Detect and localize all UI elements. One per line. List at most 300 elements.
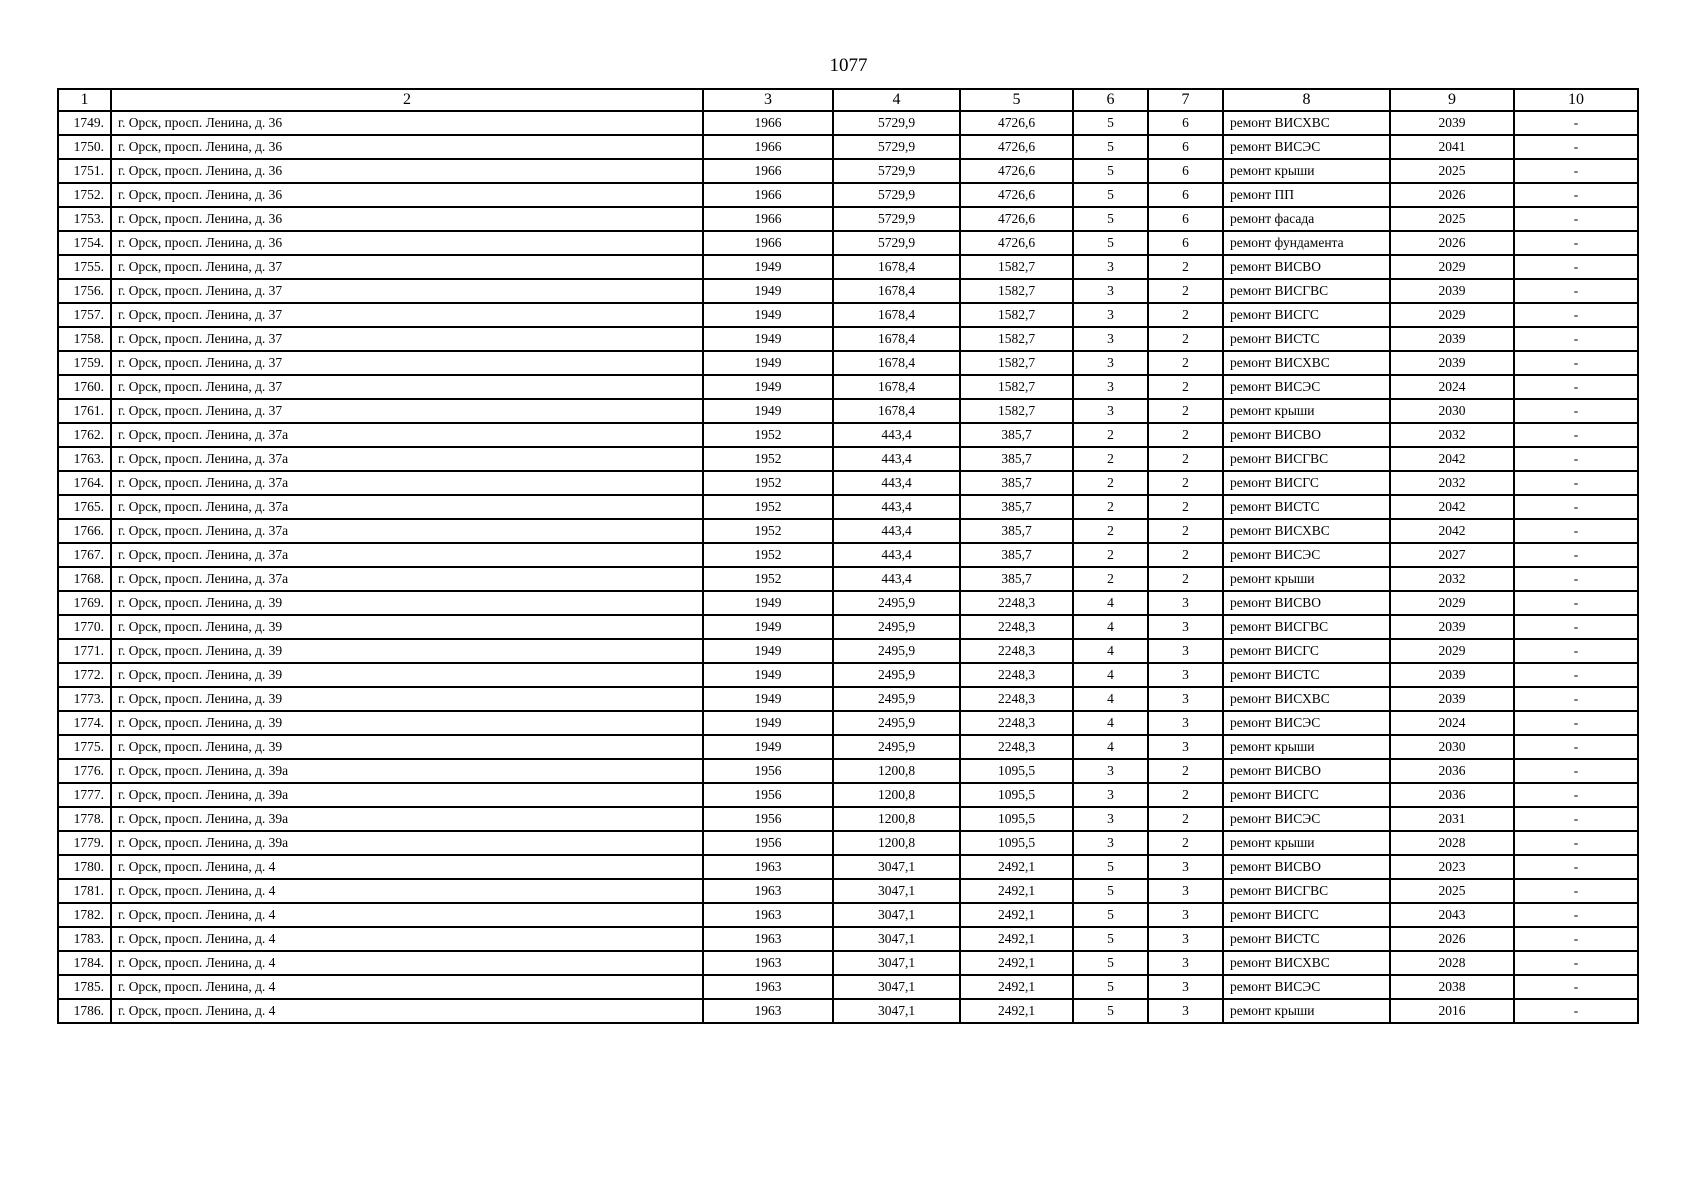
table-row [58,543,1638,567]
cell-work-type: ремонт ВИСЭС [1223,711,1390,735]
cell-planned-year: 2029 [1390,255,1514,279]
cell-living-area: 1095,5 [960,759,1073,783]
cell-build-year: 1963 [703,903,833,927]
cell-entrances: 3 [1148,927,1223,951]
column-header: 7 [1148,89,1223,111]
cell-total-area: 5729,9 [833,111,960,135]
cell-work-type: ремонт ВИСВО [1223,759,1390,783]
cell-row-number: 1770. [58,615,111,639]
cell-living-area: 4726,6 [960,207,1073,231]
column-header: 6 [1073,89,1148,111]
cell-entrances: 3 [1148,735,1223,759]
column-header: 5 [960,89,1073,111]
cell-build-year: 1949 [703,639,833,663]
cell-floors: 5 [1073,879,1148,903]
cell-build-year: 1949 [703,303,833,327]
cell-note: - [1514,687,1638,711]
cell-entrances: 2 [1148,471,1223,495]
cell-planned-year: 2042 [1390,495,1514,519]
cell-entrances: 3 [1148,975,1223,999]
cell-planned-year: 2039 [1390,279,1514,303]
cell-total-area: 3047,1 [833,999,960,1023]
cell-total-area: 2495,9 [833,735,960,759]
cell-floors: 4 [1073,663,1148,687]
page-number: 1077 [829,55,868,76]
table-row [58,807,1638,831]
cell-living-area: 2492,1 [960,975,1073,999]
cell-build-year: 1963 [703,879,833,903]
cell-work-type: ремонт ВИСГВС [1223,879,1390,903]
cell-row-number: 1768. [58,567,111,591]
table-row [58,183,1638,207]
cell-row-number: 1779. [58,831,111,855]
cell-note: - [1514,303,1638,327]
table-row [58,399,1638,423]
cell-planned-year: 2026 [1390,231,1514,255]
cell-total-area: 3047,1 [833,927,960,951]
column-header: 8 [1223,89,1390,111]
cell-planned-year: 2041 [1390,135,1514,159]
cell-floors: 3 [1073,399,1148,423]
cell-note: - [1514,135,1638,159]
cell-build-year: 1949 [703,255,833,279]
cell-note: - [1514,663,1638,687]
cell-entrances: 2 [1148,567,1223,591]
cell-living-area: 2492,1 [960,999,1073,1023]
cell-entrances: 2 [1148,327,1223,351]
cell-total-area: 5729,9 [833,159,960,183]
cell-total-area: 2495,9 [833,591,960,615]
cell-row-number: 1784. [58,951,111,975]
table-row [58,519,1638,543]
cell-work-type: ремонт крыши [1223,567,1390,591]
cell-build-year: 1963 [703,855,833,879]
cell-note: - [1514,207,1638,231]
cell-note: - [1514,327,1638,351]
cell-address: г. Орск, просп. Ленина, д. 39 [111,591,703,615]
cell-note: - [1514,831,1638,855]
cell-total-area: 2495,9 [833,687,960,711]
cell-work-type: ремонт ВИСТС [1223,663,1390,687]
cell-work-type: ремонт ВИСЭС [1223,975,1390,999]
cell-build-year: 1949 [703,327,833,351]
cell-total-area: 443,4 [833,567,960,591]
column-header: 4 [833,89,960,111]
cell-work-type: ремонт ВИСТС [1223,495,1390,519]
cell-entrances: 2 [1148,375,1223,399]
cell-living-area: 385,7 [960,471,1073,495]
cell-row-number: 1756. [58,279,111,303]
cell-address: г. Орск, просп. Ленина, д. 39а [111,807,703,831]
cell-build-year: 1949 [703,375,833,399]
cell-living-area: 2492,1 [960,903,1073,927]
table-row [58,111,1638,135]
cell-build-year: 1966 [703,135,833,159]
table-row [58,879,1638,903]
cell-address: г. Орск, просп. Ленина, д. 37а [111,447,703,471]
cell-planned-year: 2043 [1390,903,1514,927]
cell-living-area: 2492,1 [960,855,1073,879]
cell-floors: 5 [1073,231,1148,255]
cell-address: г. Орск, просп. Ленина, д. 4 [111,927,703,951]
cell-floors: 3 [1073,303,1148,327]
cell-build-year: 1963 [703,975,833,999]
cell-living-area: 2492,1 [960,927,1073,951]
cell-floors: 4 [1073,735,1148,759]
cell-row-number: 1762. [58,423,111,447]
cell-work-type: ремонт фундамента [1223,231,1390,255]
table-row [58,303,1638,327]
cell-row-number: 1754. [58,231,111,255]
table-row [58,327,1638,351]
cell-note: - [1514,855,1638,879]
cell-planned-year: 2023 [1390,855,1514,879]
cell-living-area: 2492,1 [960,879,1073,903]
cell-address: г. Орск, просп. Ленина, д. 36 [111,207,703,231]
column-number-header-row [58,89,1638,111]
cell-note: - [1514,711,1638,735]
cell-build-year: 1966 [703,183,833,207]
cell-entrances: 2 [1148,447,1223,471]
cell-work-type: ремонт ПП [1223,183,1390,207]
cell-address: г. Орск, просп. Ленина, д. 39 [111,735,703,759]
cell-work-type: ремонт ВИСХВС [1223,951,1390,975]
cell-note: - [1514,615,1638,639]
cell-floors: 5 [1073,975,1148,999]
cell-planned-year: 2042 [1390,519,1514,543]
cell-planned-year: 2039 [1390,687,1514,711]
cell-total-area: 1200,8 [833,759,960,783]
cell-planned-year: 2024 [1390,375,1514,399]
cell-living-area: 385,7 [960,543,1073,567]
table-row [58,759,1638,783]
cell-address: г. Орск, просп. Ленина, д. 4 [111,999,703,1023]
cell-note: - [1514,447,1638,471]
cell-total-area: 1678,4 [833,327,960,351]
cell-work-type: ремонт крыши [1223,399,1390,423]
cell-row-number: 1751. [58,159,111,183]
cell-work-type: ремонт крыши [1223,831,1390,855]
cell-build-year: 1949 [703,615,833,639]
cell-row-number: 1780. [58,855,111,879]
cell-entrances: 2 [1148,495,1223,519]
cell-total-area: 5729,9 [833,231,960,255]
cell-floors: 3 [1073,327,1148,351]
cell-row-number: 1776. [58,759,111,783]
cell-build-year: 1949 [703,399,833,423]
cell-living-area: 385,7 [960,423,1073,447]
cell-build-year: 1952 [703,495,833,519]
table-row [58,567,1638,591]
cell-total-area: 1200,8 [833,783,960,807]
cell-entrances: 6 [1148,111,1223,135]
cell-work-type: ремонт ВИСЭС [1223,135,1390,159]
table-row [58,207,1638,231]
cell-row-number: 1755. [58,255,111,279]
cell-floors: 4 [1073,711,1148,735]
column-header: 3 [703,89,833,111]
cell-entrances: 6 [1148,207,1223,231]
cell-address: г. Орск, просп. Ленина, д. 39 [111,711,703,735]
cell-living-area: 1582,7 [960,255,1073,279]
cell-row-number: 1775. [58,735,111,759]
cell-row-number: 1764. [58,471,111,495]
cell-row-number: 1763. [58,447,111,471]
cell-planned-year: 2026 [1390,927,1514,951]
table-row [58,279,1638,303]
cell-entrances: 6 [1148,135,1223,159]
capital-repair-table [57,88,1639,1024]
cell-entrances: 2 [1148,783,1223,807]
cell-address: г. Орск, просп. Ленина, д. 37 [111,255,703,279]
cell-planned-year: 2042 [1390,447,1514,471]
cell-floors: 2 [1073,567,1148,591]
cell-living-area: 2248,3 [960,663,1073,687]
cell-entrances: 6 [1148,231,1223,255]
cell-note: - [1514,279,1638,303]
cell-work-type: ремонт ВИСЭС [1223,375,1390,399]
cell-address: г. Орск, просп. Ленина, д. 36 [111,159,703,183]
cell-work-type: ремонт ВИСВО [1223,591,1390,615]
cell-total-area: 1678,4 [833,303,960,327]
table-row [58,231,1638,255]
cell-planned-year: 2039 [1390,327,1514,351]
table-row [58,951,1638,975]
cell-note: - [1514,375,1638,399]
cell-row-number: 1771. [58,639,111,663]
table-body [58,111,1638,1023]
cell-total-area: 5729,9 [833,183,960,207]
cell-row-number: 1783. [58,927,111,951]
cell-total-area: 3047,1 [833,855,960,879]
cell-floors: 5 [1073,903,1148,927]
table-row [58,471,1638,495]
cell-planned-year: 2030 [1390,399,1514,423]
cell-build-year: 1966 [703,111,833,135]
cell-planned-year: 2029 [1390,639,1514,663]
cell-address: г. Орск, просп. Ленина, д. 37а [111,495,703,519]
cell-row-number: 1749. [58,111,111,135]
cell-build-year: 1956 [703,759,833,783]
cell-work-type: ремонт ВИСГС [1223,303,1390,327]
cell-address: г. Орск, просп. Ленина, д. 39 [111,687,703,711]
cell-note: - [1514,639,1638,663]
cell-planned-year: 2036 [1390,759,1514,783]
cell-entrances: 2 [1148,807,1223,831]
cell-work-type: ремонт ВИСГС [1223,471,1390,495]
cell-planned-year: 2029 [1390,591,1514,615]
cell-entrances: 3 [1148,687,1223,711]
cell-address: г. Орск, просп. Ленина, д. 4 [111,855,703,879]
cell-entrances: 2 [1148,399,1223,423]
cell-living-area: 385,7 [960,519,1073,543]
cell-entrances: 2 [1148,303,1223,327]
table-row [58,423,1638,447]
table-row [58,255,1638,279]
cell-address: г. Орск, просп. Ленина, д. 37 [111,351,703,375]
cell-total-area: 443,4 [833,447,960,471]
table-row [58,831,1638,855]
cell-build-year: 1949 [703,687,833,711]
cell-work-type: ремонт ВИСГС [1223,783,1390,807]
cell-floors: 3 [1073,831,1148,855]
cell-total-area: 3047,1 [833,975,960,999]
cell-build-year: 1956 [703,807,833,831]
cell-note: - [1514,543,1638,567]
cell-floors: 3 [1073,255,1148,279]
cell-floors: 5 [1073,183,1148,207]
cell-row-number: 1760. [58,375,111,399]
cell-build-year: 1952 [703,567,833,591]
cell-build-year: 1949 [703,591,833,615]
cell-row-number: 1766. [58,519,111,543]
table-row [58,855,1638,879]
cell-address: г. Орск, просп. Ленина, д. 37а [111,423,703,447]
cell-living-area: 2248,3 [960,615,1073,639]
cell-entrances: 3 [1148,999,1223,1023]
cell-entrances: 6 [1148,183,1223,207]
cell-total-area: 1678,4 [833,255,960,279]
cell-note: - [1514,783,1638,807]
cell-floors: 5 [1073,951,1148,975]
cell-work-type: ремонт крыши [1223,735,1390,759]
cell-planned-year: 2030 [1390,735,1514,759]
column-header: 1 [58,89,111,111]
cell-note: - [1514,903,1638,927]
table-row [58,975,1638,999]
cell-entrances: 3 [1148,591,1223,615]
cell-entrances: 2 [1148,351,1223,375]
cell-work-type: ремонт ВИСВО [1223,423,1390,447]
cell-total-area: 5729,9 [833,207,960,231]
cell-total-area: 1678,4 [833,351,960,375]
cell-living-area: 1582,7 [960,399,1073,423]
cell-planned-year: 2025 [1390,159,1514,183]
cell-build-year: 1956 [703,783,833,807]
cell-row-number: 1765. [58,495,111,519]
cell-address: г. Орск, просп. Ленина, д. 39а [111,783,703,807]
cell-floors: 2 [1073,543,1148,567]
table-row [58,711,1638,735]
cell-build-year: 1963 [703,951,833,975]
cell-planned-year: 2025 [1390,879,1514,903]
cell-note: - [1514,471,1638,495]
cell-build-year: 1966 [703,231,833,255]
cell-total-area: 3047,1 [833,903,960,927]
cell-row-number: 1767. [58,543,111,567]
cell-row-number: 1772. [58,663,111,687]
cell-floors: 3 [1073,279,1148,303]
cell-floors: 5 [1073,159,1148,183]
cell-entrances: 2 [1148,543,1223,567]
cell-living-area: 2248,3 [960,591,1073,615]
cell-floors: 2 [1073,471,1148,495]
cell-floors: 3 [1073,783,1148,807]
cell-build-year: 1952 [703,519,833,543]
cell-work-type: ремонт ВИСГВС [1223,447,1390,471]
table-row [58,159,1638,183]
table-row [58,687,1638,711]
cell-address: г. Орск, просп. Ленина, д. 36 [111,183,703,207]
cell-address: г. Орск, просп. Ленина, д. 36 [111,231,703,255]
cell-planned-year: 2027 [1390,543,1514,567]
cell-planned-year: 2031 [1390,807,1514,831]
cell-note: - [1514,951,1638,975]
cell-living-area: 4726,6 [960,183,1073,207]
cell-note: - [1514,111,1638,135]
cell-living-area: 2492,1 [960,951,1073,975]
cell-row-number: 1769. [58,591,111,615]
cell-note: - [1514,159,1638,183]
cell-living-area: 2248,3 [960,735,1073,759]
cell-floors: 3 [1073,375,1148,399]
cell-build-year: 1966 [703,207,833,231]
cell-address: г. Орск, просп. Ленина, д. 39 [111,663,703,687]
cell-work-type: ремонт ВИСЭС [1223,807,1390,831]
cell-living-area: 1582,7 [960,279,1073,303]
cell-total-area: 443,4 [833,495,960,519]
cell-floors: 3 [1073,807,1148,831]
cell-floors: 4 [1073,591,1148,615]
cell-work-type: ремонт ВИСХВС [1223,687,1390,711]
cell-living-area: 4726,6 [960,231,1073,255]
cell-row-number: 1753. [58,207,111,231]
cell-row-number: 1774. [58,711,111,735]
cell-note: - [1514,423,1638,447]
cell-entrances: 3 [1148,663,1223,687]
cell-address: г. Орск, просп. Ленина, д. 37 [111,375,703,399]
cell-address: г. Орск, просп. Ленина, д. 4 [111,879,703,903]
cell-planned-year: 2039 [1390,663,1514,687]
cell-work-type: ремонт ВИСТС [1223,927,1390,951]
cell-planned-year: 2028 [1390,951,1514,975]
table-row [58,447,1638,471]
cell-work-type: ремонт ВИСВО [1223,855,1390,879]
cell-living-area: 385,7 [960,447,1073,471]
column-header: 2 [111,89,703,111]
cell-total-area: 1200,8 [833,831,960,855]
cell-planned-year: 2039 [1390,615,1514,639]
cell-entrances: 3 [1148,903,1223,927]
cell-total-area: 443,4 [833,471,960,495]
cell-total-area: 2495,9 [833,663,960,687]
cell-work-type: ремонт фасада [1223,207,1390,231]
cell-note: - [1514,567,1638,591]
cell-work-type: ремонт крыши [1223,999,1390,1023]
cell-entrances: 3 [1148,879,1223,903]
cell-row-number: 1782. [58,903,111,927]
cell-note: - [1514,759,1638,783]
cell-living-area: 1582,7 [960,327,1073,351]
cell-total-area: 1200,8 [833,807,960,831]
cell-note: - [1514,519,1638,543]
cell-build-year: 1949 [703,735,833,759]
cell-entrances: 2 [1148,831,1223,855]
cell-build-year: 1956 [703,831,833,855]
cell-address: г. Орск, просп. Ленина, д. 4 [111,975,703,999]
cell-living-area: 4726,6 [960,111,1073,135]
table-row [58,735,1638,759]
cell-note: - [1514,975,1638,999]
cell-entrances: 2 [1148,519,1223,543]
cell-note: - [1514,231,1638,255]
table-row [58,639,1638,663]
cell-entrances: 3 [1148,711,1223,735]
cell-planned-year: 2016 [1390,999,1514,1023]
cell-total-area: 1678,4 [833,375,960,399]
cell-build-year: 1949 [703,351,833,375]
cell-floors: 3 [1073,351,1148,375]
